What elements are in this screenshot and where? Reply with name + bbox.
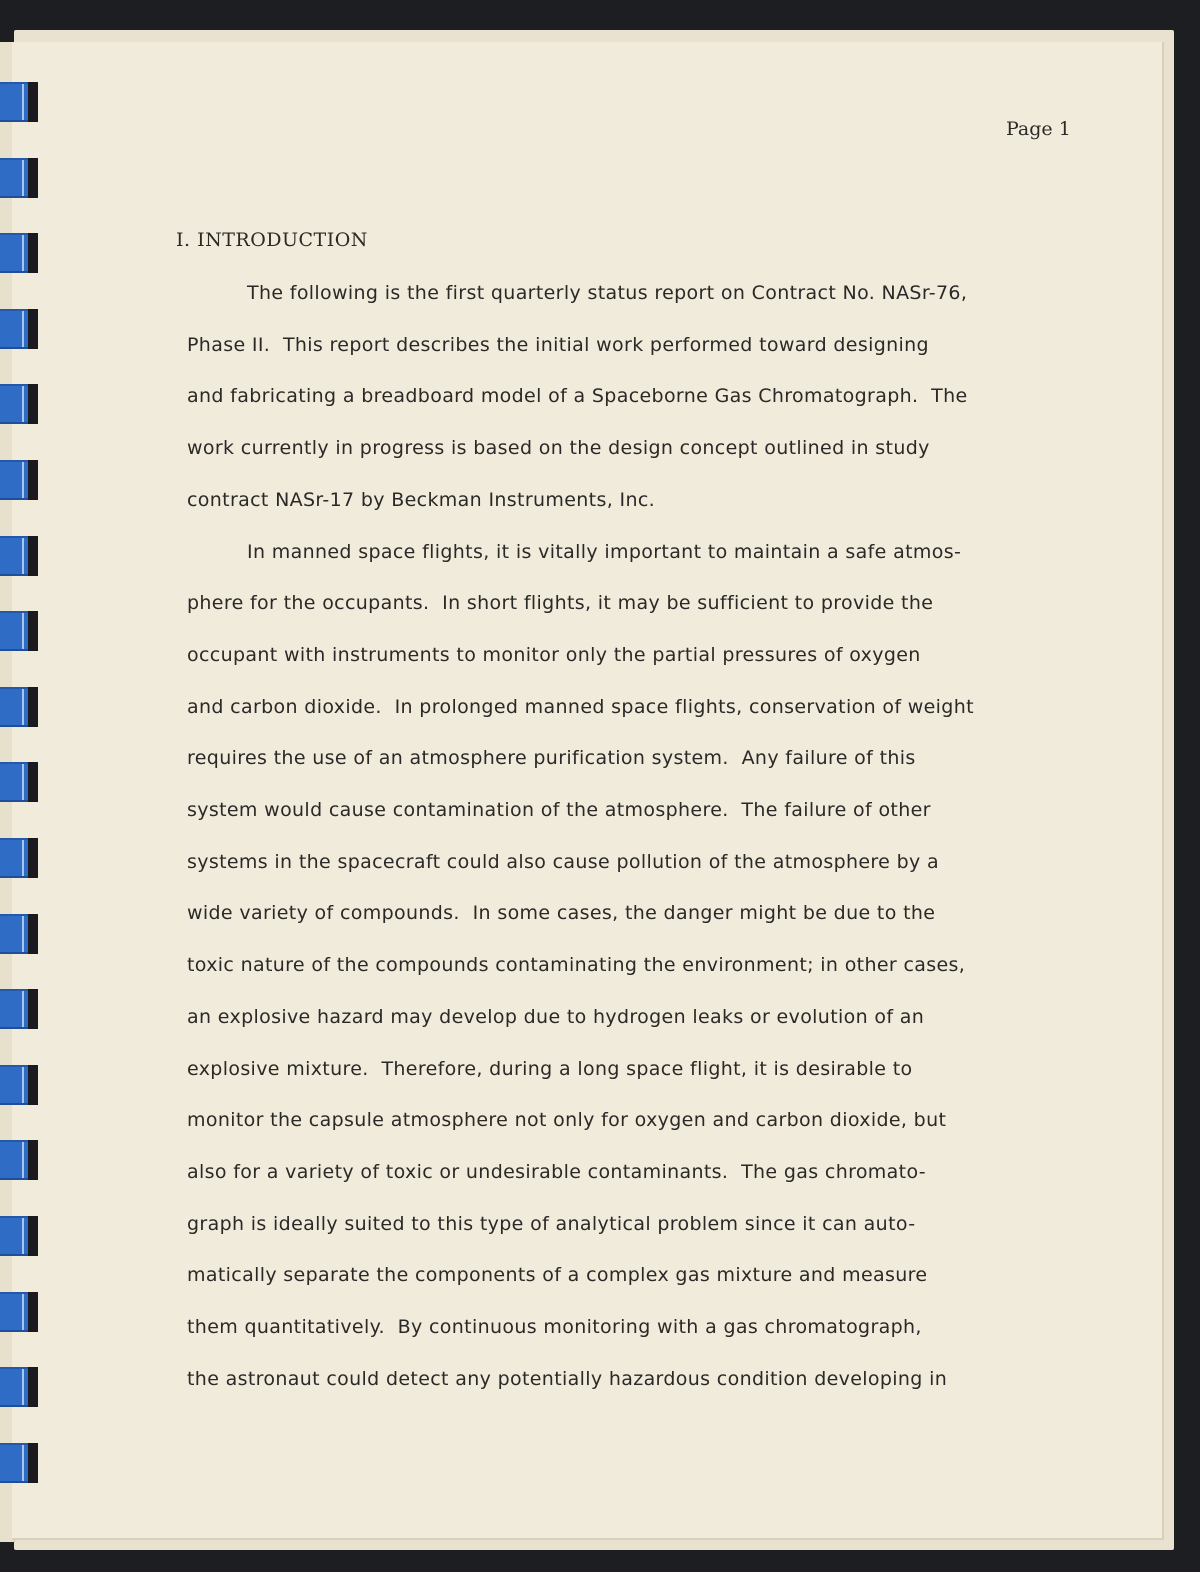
binding-ring [0, 611, 40, 651]
text-line: Phase II. This report describes the initial work performed toward designing [187, 333, 929, 356]
text-line: systems in the spacecraft could also cause pollution of the atmosphere by a [187, 850, 939, 873]
text-line: monitor the capsule atmosphere not only for oxygen and carbon dioxide, but [187, 1109, 947, 1132]
binding-ring [0, 1443, 40, 1483]
text-line: contract NASr-17 by Beckman Instruments, Inc. [187, 488, 656, 511]
binding-ring [0, 158, 40, 198]
text-line: system would cause contamination of the atmosphere. The failure of other [187, 799, 931, 821]
binding-ring [0, 687, 40, 727]
binding-ring [0, 460, 40, 500]
text-line: and carbon dioxide. In prolonged manned space flights, conservation of weight [187, 695, 974, 718]
binding-ring [0, 536, 40, 576]
text-line: requires the use of an atmosphere purification system. Any failure of this [187, 747, 916, 770]
text-line: The following is the first quarterly status report on Contract No. NASr-76, [247, 282, 968, 304]
text-line: and fabricating a breadboard model of a Spaceborne Gas Chromatograph. The [187, 385, 968, 408]
binding-ring [0, 309, 40, 349]
text-line: also for a variety of toxic or undesirable contaminants. The gas chromato- [187, 1160, 926, 1183]
text-line: explosive mixture. Therefore, during a long space flight, it is desirable to [187, 1057, 913, 1080]
binding-ring [0, 1216, 40, 1256]
binding-ring [0, 1367, 40, 1407]
text-line: an explosive hazard may develop due to hydrogen leaks or evolution of an [187, 1005, 925, 1028]
page-number: Page 1 [1006, 118, 1071, 140]
binding-ring [0, 384, 40, 424]
text-line: phere for the occupants. In short flights, it may be sufficient to provide the [187, 592, 934, 615]
binding-ring [0, 1065, 40, 1105]
binding-ring [0, 914, 40, 954]
binding-ring [0, 1292, 40, 1332]
text-line: toxic nature of the compounds contaminating the environment; in other cases, [187, 954, 966, 977]
section-heading: I. INTRODUCTION [176, 229, 368, 251]
binding-ring [0, 762, 40, 802]
text-line: In manned space flights, it is vitally important to maintain a safe atmos- [247, 540, 962, 563]
text-line: the astronaut could detect any potentially hazardous condition developing in [187, 1367, 948, 1390]
text-line: matically separate the components of a complex gas mixture and measure [187, 1264, 928, 1287]
text-line: work currently in progress is based on the design concept outlined in study [187, 437, 930, 460]
text-line: them quantitatively. By continuous monitoring with a gas chromatograph, [187, 1316, 922, 1338]
binding-ring [0, 838, 40, 878]
binding-ring [0, 989, 40, 1029]
text-line: wide variety of compounds. In some cases, the danger might be due to the [187, 902, 936, 925]
binding-ring [0, 82, 40, 122]
text-line: occupant with instruments to monitor only the partial pressures of oxygen [187, 643, 921, 666]
binding-ring [0, 233, 40, 273]
text-line: graph is ideally suited to this type of analytical problem since it can auto- [187, 1212, 916, 1235]
binding-ring [0, 1140, 40, 1180]
